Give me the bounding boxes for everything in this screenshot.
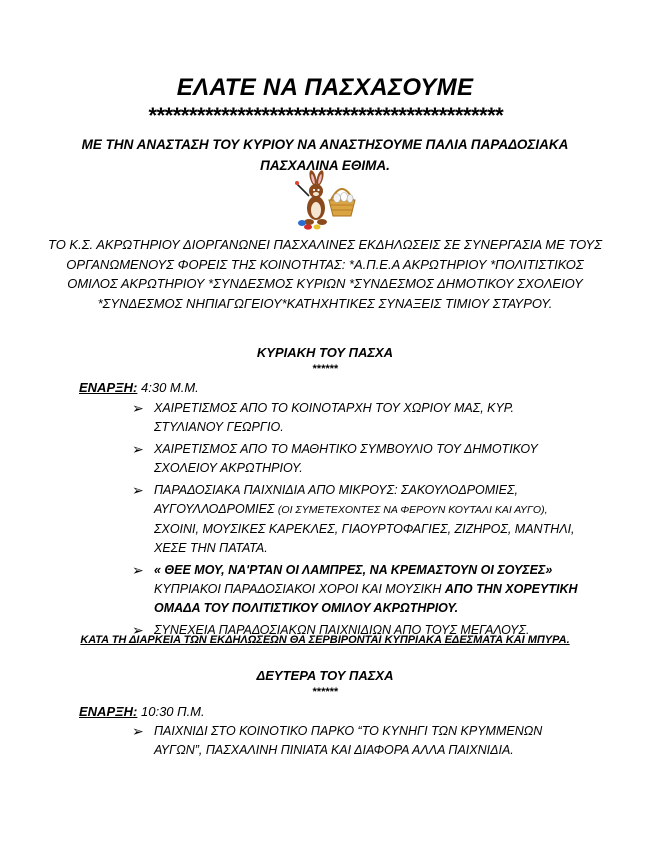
sunday-item-3-note: (ΟΙ ΣΥΜΕΤΕΧΟΝΤΕΣ ΝΑ ΦΕΡΟΥΝ ΚΟΥΤΑΛΙ ΚΑΙ ΑΥΓΟ), — [277, 504, 548, 516]
monday-start-label: ΕΝΑΡΞΗ: — [79, 704, 138, 719]
sunday-item-4-quote: « ΘΕΕ ΜΟΥ, ΝΑ'ΡΤΑΝ ΟΙ ΛΑΜΠΡΕΣ, ΝΑ ΚΡΕΜΑΣΤΟΥΝ ΟΙ ΣΟΥΣΕΣ» — [154, 563, 553, 577]
sunday-start — [79, 379, 199, 397]
monday-program-list — [130, 722, 585, 763]
page-title: ΕΛΑΤΕ ΝΑ ΠΑΣΧΑΣΟΥΜΕ — [176, 74, 474, 101]
sunday-item-2: ΧΑΙΡΕΤΙΣΜΟΣ ΑΠΟ ΤΟ ΜΑΘΗΤΙΚΟ ΣΥΜΒΟΥΛΙΟ ΤΟΥ ΔΗΜΟΤΙΚΟΥ ΣΧΟΛΕΙΟΥ ΑΚΡΩΤΗΡΙΟΥ. — [154, 442, 538, 475]
sunday-start-time: 4:30 Μ.Μ. — [137, 380, 199, 395]
arrow-bullet-icon: ➢ — [132, 622, 144, 638]
arrow-bullet-icon: ➢ — [132, 723, 144, 739]
list-item — [130, 481, 585, 558]
sunday-item-3a: ΠΑΡΑΔΟΣΙΑΚΑ ΠΑΙΧΝΙΔΙΑ ΑΠΟ ΜΙΚΡΟΥΣ: ΣΑΚΟΥΛΟΔΡΟΜΙΕΣ, ΑΥΓΟΥΛΛΟΔΡΟΜΙΕΣ — [154, 483, 518, 516]
sunday-item-3b: ΣΧΟΙΝΙ, ΜΟΥΣΙΚΕΣ ΚΑΡΕΚΛΕΣ, ΓΙΑΟΥΡΤΟΦΑΓΙΕΣ, ΖΙΖΗΡΟΣ, ΜΑΝΤΗΛΙ, ΧΕΣΕ ΤΗΝ ΠΑΤΑΤΑ. — [154, 522, 575, 555]
sunday-item-5: ΣΥΝΕΧΕΙΑ ΠΑΡΑΔΟΣΙΑΚΩΝ ΠΑΙΧΝΙΔΙΩΝ ΑΠΟ ΤΟΥΣ ΜΕΓΑΛΟΥΣ. — [154, 623, 530, 637]
sunday-item-1: ΧΑΙΡΕΤΙΣΜΟΣ ΑΠΟ ΤΟ ΚΟΙΝΟΤΑΡΧΗ ΤΟΥ ΧΩΡΙΟΥ ΜΑΣ, ΚΥΡ. ΣΤΥΛΙΑΝΟΥ ΓΕΩΡΓΙΟ. — [154, 401, 515, 434]
list-item — [130, 722, 585, 760]
easter-bunny-basket-icon — [295, 170, 357, 230]
arrow-bullet-icon: ➢ — [132, 400, 144, 416]
sunday-item-4-group: ΑΠΟ ΤΗΝ ΧΟΡΕΥΤΙΚΗ ΟΜΑΔΑ ΤΟΥ ΠΟΛΙΤΙΣΤΙΚΟΥ ΟΜΙΛΟΥ ΑΚΡΩΤΗΡΙΟΥ. — [154, 582, 578, 615]
list-item — [130, 399, 585, 437]
sunday-heading: ΚΥΡΙΑΚΗ ΤΟΥ ΠΑΣΧΑ — [256, 345, 394, 360]
monday-heading: ΔΕΥΤΕΡΑ ΤΟΥ ΠΑΣΧΑ — [256, 668, 394, 683]
arrow-bullet-icon: ➢ — [132, 441, 144, 457]
list-item — [130, 440, 585, 478]
stars-divider: ******************************************** — [147, 103, 503, 128]
monday-start — [79, 703, 205, 721]
monday-start-time: 10:30 Π.Μ. — [137, 704, 205, 719]
sunday-stars: ****** — [312, 363, 338, 375]
subtitle: ΜΕ ΤΗΝ ΑΝΑΣΤΑΣΗ ΤΟΥ ΚΥΡΙΟΥ ΝΑ ΑΝΑΣΤΗΣΟΥΜΕ ΠΑΛΙΑ ΠΑΡΑΔΟΣΙΑΚΑ ΠΑΣΧΑΛΙΝΑ ΕΘΙΜΑ. — [81, 137, 569, 173]
arrow-bullet-icon: ➢ — [132, 562, 144, 578]
sunday-item-4-text: ΚΥΠΡΙΑΚΟΙ ΠΑΡΑΔΟΣΙΑΚΟΙ ΧΟΡΟΙ ΚΑΙ ΜΟΥΣΙΚΗ — [154, 582, 445, 596]
refreshments-note: ΚΑΤΑ ΤΗ ΔΙΑΡΚΕΙΑ ΤΩΝ ΕΚΔΗΛΩΣΕΩΝ ΘΑ ΣΕΡΒΙΡΟΝΤΑΙ ΚΥΠΡΙΑΚΑ ΕΔΕΣΜΑΤΑ ΚΑΙ ΜΠΥΡΑ. — [80, 634, 570, 646]
arrow-bullet-icon: ➢ — [132, 482, 144, 498]
sunday-program-list — [130, 399, 585, 643]
monday-item-1: ΠΑΙΧΝΙΔΙ ΣΤΟ ΚΟΙΝΟΤΙΚΟ ΠΑΡΚΟ “ΤΟ ΚΥΝΗΓΙ ΤΩΝ ΚΡΥΜΜΕΝΩΝ ΑΥΓΩΝ”, ΠΑΣΧΑΛΙΝΗ ΠΙΝΙΑΤΑ ΚΑΙ ΔΙΑΦΟΡΑ ΑΛΛΑ ΠΑΙΧΝΙΔΙΑ. — [154, 724, 543, 757]
sunday-start-label: ΕΝΑΡΞΗ: — [79, 380, 138, 395]
monday-stars: ****** — [312, 686, 338, 698]
list-item — [130, 561, 585, 618]
intro-paragraph: ΤΟ Κ.Σ. ΑΚΡΩΤΗΡΙΟΥ ΔΙΟΡΓΑΝΩΝΕΙ ΠΑΣΧΑΛΙΝΕΣ ΕΚΔΗΛΩΣΕΙΣ ΣΕ ΣΥΝΕΡΓΑΣΙΑ ΜΕ ΤΟΥΣ ΟΡΓΑΝΩΜΕΝΟΥΣ ΦΟΡΕΙΣ ΤΗΣ ΚΟΙΝΟΤΗΤΑΣ: *Α.Π.Ε.Α ΑΚΡΩΤΗΡΙΟΥ *ΠΟΛΙΤΙΣΤΙΚΟΣ ΟΜΙΛΟΣ ΑΚΡΩΤΗΡΙΟΥ *ΣΥΝΔΕΣΜΟΣ ΚΥΡΙΩΝ *ΣΥΝΔΕΣΜΟΣ ΔΗΜΟΤΙΚΟΥ ΣΧΟΛΕΙΟΥ *ΣΥΝΔΕΣΜΟΣ ΝΗΠΙΑΓΩΓΕΙΟΥ*ΚΑΤΗΧΗΤΙΚΕΣ ΣΥΝΑΞΕΙΣ ΤΙΜΙΟΥ ΣΤΑΥΡΟΥ. — [48, 237, 602, 311]
